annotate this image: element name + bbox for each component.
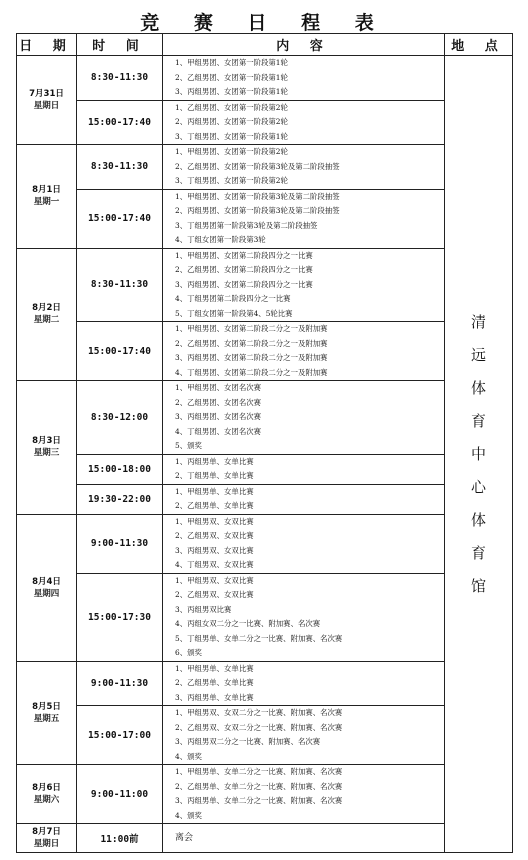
content-item: 2、乙组男双、女双比赛 <box>175 590 254 599</box>
schedule-row <box>17 484 513 514</box>
content-item: 2、乙组男团、女团第一阶段第3轮及第二阶段抽签 <box>175 161 340 171</box>
date-cell <box>17 824 77 853</box>
content-item: 3、丙组男双、女双比赛 <box>175 545 254 555</box>
schedule-row <box>17 454 513 484</box>
weekday-text: 星期六 <box>33 795 60 805</box>
content-item: 2、乙组男双、女双二分之一比赛、附加赛、名次赛 <box>175 722 343 732</box>
date-cell <box>17 56 77 145</box>
time-cell: 15:00-17:00 <box>77 706 163 765</box>
content-item: 3、丙组男团、女团第一阶段第1轮 <box>175 87 288 96</box>
content-cell <box>163 484 445 514</box>
venue-char: 远 <box>470 345 486 364</box>
header-content: 内 容 <box>163 34 445 56</box>
time-cell: 15:00-17:40 <box>77 189 163 248</box>
time-cell: 9:00-11:00 <box>77 765 163 824</box>
schedule-row <box>17 381 513 455</box>
time-cell: 11:00前 <box>77 824 163 853</box>
content-item: 3、丁组男团、女团第一阶段第2轮 <box>175 176 288 185</box>
date-cell <box>17 765 77 824</box>
content-item: 5、丁组女团第一阶段第4、5轮比赛 <box>175 308 293 318</box>
content-item: 5、丁组男单、女单二分之一比赛、附加赛、名次赛 <box>175 633 343 643</box>
time-cell: 15:00-17:30 <box>77 573 163 661</box>
date-cell <box>17 661 77 765</box>
venue-char: 体 <box>470 378 486 397</box>
header-row <box>17 34 513 56</box>
venue-char: 清 <box>470 312 486 331</box>
schedule-row <box>17 765 513 824</box>
content-item: 4、丁组女团第一阶段第3轮 <box>175 235 266 244</box>
schedule-row <box>17 145 513 190</box>
content-item: 3、丙组男单、女单二分之一比赛、附加赛、名次赛 <box>175 796 343 805</box>
weekday-text: 星期三 <box>33 448 60 459</box>
date-text: 8月5日 <box>32 701 61 712</box>
venue-char: 体 <box>470 510 486 529</box>
content-cell <box>163 100 445 145</box>
content-item: 2、丙组男团、女团第一阶段第3轮及第二阶段抽签 <box>175 206 340 215</box>
date-text: 8月2日 <box>32 303 61 314</box>
content-item: 1、甲组男团、女团第一阶段第3轮及第二阶段抽签 <box>175 191 340 201</box>
time-cell: 15:00-17:40 <box>77 322 163 381</box>
venue-cell <box>445 56 513 853</box>
content-cell <box>163 189 445 248</box>
content-item: 4、丁组男团、女团名次赛 <box>175 426 262 436</box>
content-item: 1、乙组男团、女团第一阶段第2轮 <box>175 102 288 112</box>
content-item: 2、乙组男团、女团第一阶段第1轮 <box>175 72 288 82</box>
venue-char: 育 <box>470 411 486 430</box>
content-item: 1、丙组男单、女单比赛 <box>175 456 254 466</box>
venue-char: 中 <box>470 444 486 463</box>
content-item: 4、丁组男团、女团第二阶段二分之一及附加赛 <box>175 367 328 377</box>
content-item: 1、甲组男单、女单比赛 <box>175 663 254 673</box>
content-item: 4、颁奖 <box>175 751 202 761</box>
content-item: 1、甲组男双、女双比赛 <box>175 575 254 585</box>
content-cell <box>163 573 445 661</box>
content-item: 2、乙组男团、女团第二阶段二分之一及附加赛 <box>175 338 328 348</box>
content-item: 5、颁奖 <box>175 441 202 450</box>
date-cell <box>17 381 77 515</box>
weekday-text: 星期一 <box>33 197 60 208</box>
content-item: 1、甲组男单、女单二分之一比赛、附加赛、名次赛 <box>175 767 343 776</box>
content-item: 3、丙组男团、女团第二阶段二分之一及附加赛 <box>175 353 328 362</box>
date-text: 8月4日 <box>32 576 61 587</box>
time-cell: 9:00-11:30 <box>77 514 163 573</box>
content-cell <box>163 661 445 706</box>
time-cell: 8:30-12:00 <box>77 381 163 455</box>
content-cell <box>163 322 445 381</box>
date-text: 8月7日 <box>32 827 61 837</box>
schedule-row <box>17 248 513 322</box>
content-item: 离会 <box>175 833 194 843</box>
page-title: 竞 赛 日 程 表 <box>140 12 388 34</box>
content-cell <box>163 706 445 765</box>
content-item: 4、丁组男双、女双比赛 <box>175 560 254 569</box>
content-item: 2、乙组男双、女双比赛 <box>175 531 254 540</box>
content-item: 1、甲组男单、女单比赛 <box>175 486 254 496</box>
content-item: 1、甲组男双、女双比赛 <box>175 516 254 526</box>
content-cell <box>163 454 445 484</box>
content-item: 3、丁组男团、女团第一阶段第1轮 <box>175 131 288 141</box>
date-cell <box>17 145 77 249</box>
venue-char: 心 <box>470 477 486 496</box>
time-cell: 8:30-11:30 <box>77 56 163 101</box>
header-time: 时 间 <box>77 34 163 56</box>
date-text: 8月1日 <box>32 185 61 196</box>
content-item: 2、乙组男单、女单比赛 <box>175 501 254 510</box>
schedule-row <box>17 514 513 573</box>
schedule-table <box>16 33 513 853</box>
date-cell <box>17 248 77 381</box>
content-item: 2、乙组男单、女单二分之一比赛、附加赛、名次赛 <box>175 781 343 791</box>
schedule-row <box>17 824 513 853</box>
content-item: 3、丙组男双比赛 <box>175 604 232 614</box>
content-item: 3、丙组男团、女团第二阶段四分之一比赛 <box>175 279 313 289</box>
time-cell: 15:00-17:40 <box>77 100 163 145</box>
content-item: 1、甲组男团、女团第二阶段二分之一及附加赛 <box>175 324 328 333</box>
content-item: 3、丁组男团第一阶段第3轮及第二阶段抽签 <box>175 220 318 230</box>
content-cell <box>163 381 445 455</box>
date-text: 8月3日 <box>32 436 61 447</box>
header-venue: 地 点 <box>445 34 513 56</box>
schedule-row <box>17 189 513 248</box>
content-item: 4、颁奖 <box>175 810 202 820</box>
content-item: 1、甲组男团、女团第一阶段第2轮 <box>175 147 288 156</box>
content-cell <box>163 248 445 322</box>
schedule-row <box>17 573 513 661</box>
time-cell: 19:30-22:00 <box>77 484 163 514</box>
schedule-row <box>17 706 513 765</box>
content-item: 6、颁奖 <box>175 648 202 657</box>
content-item: 1、甲组男双、女双二分之一比赛、附加赛、名次赛 <box>175 708 343 717</box>
content-item: 3、丙组男团、女团名次赛 <box>175 412 262 421</box>
weekday-text: 星期四 <box>33 588 60 599</box>
content-item: 2、乙组男单、女单比赛 <box>175 678 254 687</box>
weekday-text: 星期五 <box>33 713 60 724</box>
content-item: 1、甲组男团、女团名次赛 <box>175 383 262 392</box>
time-cell: 8:30-11:30 <box>77 145 163 190</box>
weekday-text: 星期二 <box>33 315 60 326</box>
content-cell <box>163 145 445 190</box>
header-date: 日 期 <box>17 34 77 56</box>
time-cell: 8:30-11:30 <box>77 248 163 322</box>
date-text: 8月6日 <box>32 783 61 793</box>
content-item: 3、丙组男单、女单比赛 <box>175 692 254 702</box>
content-item: 4、丁组男团第二阶段四分之一比赛 <box>175 294 291 303</box>
content-cell <box>163 824 445 853</box>
content-cell <box>163 765 445 824</box>
time-cell: 9:00-11:30 <box>77 661 163 706</box>
content-item: 2、丙组男团、女团第一阶段第2轮 <box>175 117 288 126</box>
venue-char: 育 <box>470 543 486 562</box>
venue-char: 馆 <box>470 576 486 595</box>
content-cell <box>163 514 445 573</box>
content-item: 1、甲组男团、女团第二阶段四分之一比赛 <box>175 250 313 260</box>
weekday-text: 星期日 <box>33 839 60 849</box>
time-cell: 15:00-18:00 <box>77 454 163 484</box>
content-cell <box>163 56 445 101</box>
content-item: 3、丙组男双二分之一比赛、附加赛、名次赛 <box>175 737 321 746</box>
content-item: 2、乙组男团、女团名次赛 <box>175 397 262 407</box>
content-item: 4、丙组女双二分之一比赛、附加赛、名次赛 <box>175 619 321 628</box>
schedule-row <box>17 56 513 101</box>
weekday-text: 星期日 <box>33 101 60 111</box>
date-cell <box>17 514 77 661</box>
schedule-row <box>17 100 513 145</box>
schedule-body <box>17 56 513 853</box>
content-item: 2、丁组男单、女单比赛 <box>175 471 254 480</box>
date-text: 7月31日 <box>29 89 64 99</box>
content-item: 1、甲组男团、女团第一阶段第1轮 <box>175 58 288 67</box>
schedule-row <box>17 661 513 706</box>
schedule-row <box>17 322 513 381</box>
content-item: 2、乙组男团、女团第二阶段四分之一比赛 <box>175 265 313 274</box>
